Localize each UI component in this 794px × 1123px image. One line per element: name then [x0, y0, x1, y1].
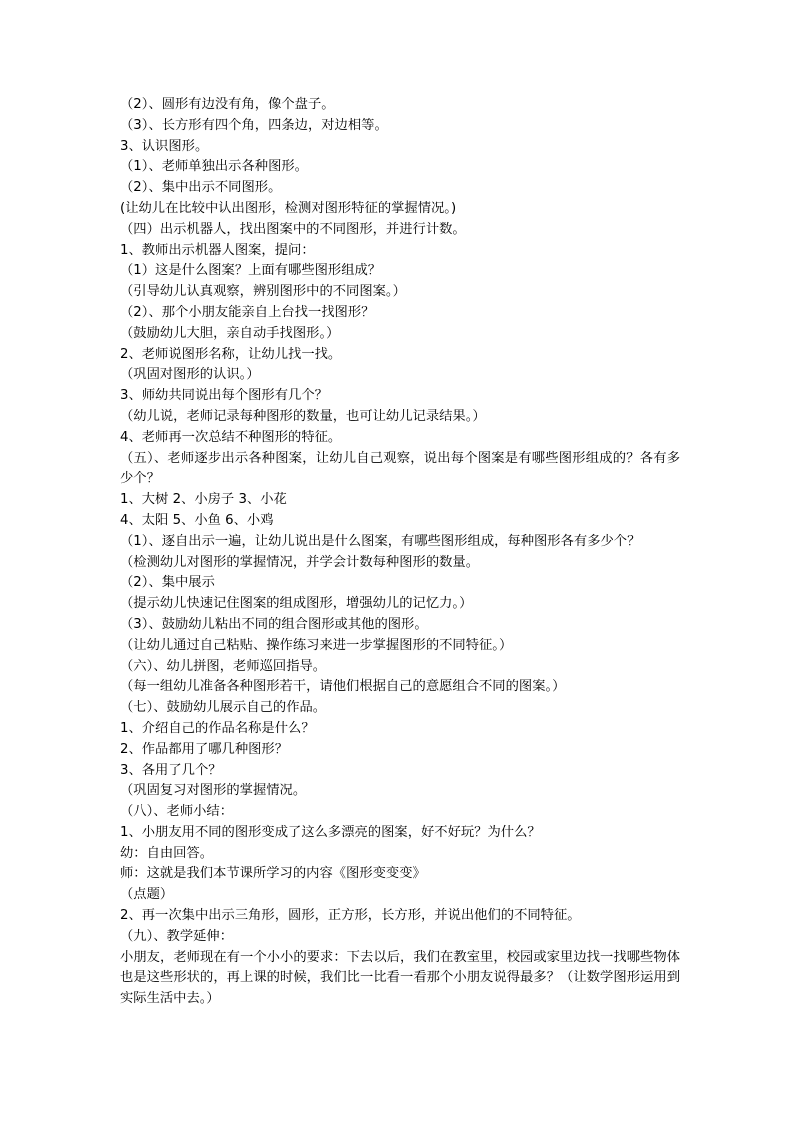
- text-line: 2、作品都用了哪几种图形？: [120, 741, 289, 757]
- text-line: （2）、集中出示不同图形。: [120, 180, 282, 196]
- text-line: 2、再一次集中出示三角形，圆形，正方形，长方形，并说出他们的不同特征。: [120, 908, 581, 924]
- text-line: 2、老师说图形名称，让幼儿找一找。: [120, 346, 342, 362]
- text-line: （2）、那个小朋友能亲自上台找一找图形？: [120, 304, 375, 320]
- text-line: （六）、幼儿拼图，老师巡回指导。: [120, 658, 327, 674]
- text-line: （巩固复习对图形的掌握情况。: [120, 783, 307, 799]
- text-line: 3、师幼共同说出每个图形有几个？: [120, 388, 328, 404]
- text-line: （巩固对图形的认识。）: [120, 367, 260, 383]
- document-body: [120, 95, 680, 1010]
- text-line: （1）、老师单独出示各种图形。: [120, 159, 308, 175]
- text-line: （鼓励幼儿大胆，亲自动手找图形。）: [120, 325, 340, 341]
- text-line: （提示幼儿快速记住图案的组成图形，增强幼儿的记忆力。）: [120, 596, 473, 612]
- text-line: （检测幼儿对图形的掌握情况，并学会计数每种图形的数量。: [120, 554, 480, 570]
- text-line: 3、认识图形。: [120, 138, 209, 154]
- text-line: （2）、圆形有边没有角，像个盘子。: [120, 97, 335, 112]
- text-line: （引导幼儿认真观察，辨别图形中的不同图案。）: [120, 284, 406, 300]
- text-line: 4、老师再一次总结不种图形的特征。: [120, 429, 342, 445]
- text-line: 师：这就是我们本节课所学习的内容《图形变变变》: [120, 866, 426, 882]
- text-line: 3、各用了几个？: [120, 762, 222, 778]
- text-line: （每一组幼儿准备各种图形若干，请他们根据自己的意愿组合不同的图案。）: [120, 679, 566, 695]
- text-line: （1）、逐自出示一遍，让幼儿说出是什么图案，有哪些图形组成，每种图形各有多少个？: [120, 533, 641, 549]
- text-line: （3）、鼓励幼儿粘出不同的组合图形或其他的图形。: [120, 616, 428, 632]
- text-line: （九）、教学延伸：: [120, 928, 234, 944]
- text-line: （七）、鼓励幼儿展示自己的作品。: [120, 700, 327, 716]
- text-line: （3）、长方形有四个角，四条边，对边相等。: [120, 117, 388, 133]
- text-line: （让幼儿通过自己粘贴、操作练习来进一步掌握图形的不同特征。）: [120, 637, 513, 653]
- text-line: （幼儿说，老师记录每种图形的数量，也可让幼儿记录结果。）: [120, 408, 486, 424]
- text-line: （2）、集中展示: [120, 575, 215, 591]
- text-line: （四）出示机器人，找出图案中的不同图形，并进行计数。: [120, 221, 466, 237]
- text-line: （点题）: [120, 887, 174, 903]
- text-line: 1、大树 2、小房子 3、小花: [120, 492, 287, 508]
- text-line: 1、小朋友用不同的图形变成了这么多漂亮的图案，好不好玩？为什么？: [120, 824, 541, 840]
- text-paragraph: （五）、老师逐步出示各种图案，让幼儿自己观察，说出每个图案是有哪些图形组成的？各有多少个？: [120, 450, 680, 487]
- text-line: 4、太阳 5、小鱼 6、小鸡: [120, 512, 274, 528]
- text-line: （八）、老师小结：: [120, 804, 234, 820]
- text-line: 幼：自由回答。: [120, 845, 214, 861]
- text-paragraph: 小朋友，老师现在有一个小小的要求：下去以后，我们在教室里，校园或家里边找一找哪些物体也是这些形状的，再上课的时候，我们比一比看一看那个小朋友说得最多？（让数学图形运用到实际生活中去。）: [120, 949, 680, 1007]
- text-line: （1）这是什么图案？上面有哪些图形组成？: [120, 263, 382, 279]
- text-line: 1、教师出示机器人图案，提问：: [120, 242, 315, 258]
- text-line: 1、介绍自己的作品名称是什么？: [120, 720, 315, 736]
- text-line: (让幼儿在比较中认出图形，检测对图形特征的掌握情况。): [120, 200, 457, 216]
